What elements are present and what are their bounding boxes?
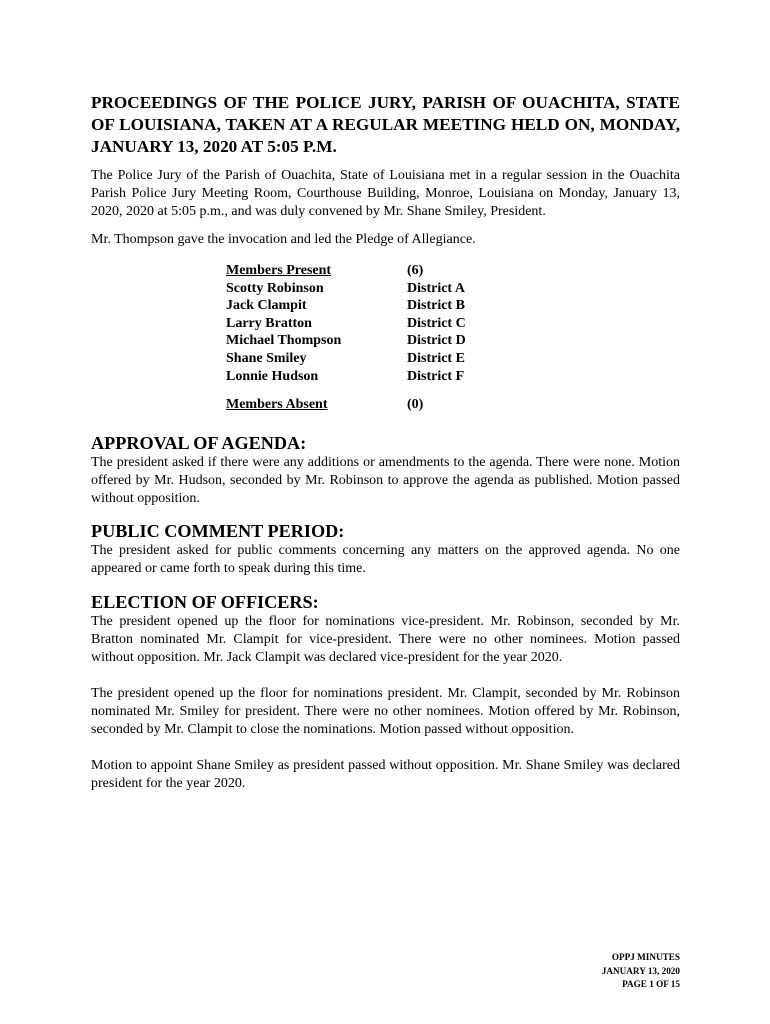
election-paragraph-2: The president opened up the floor for nominations president. Mr. Clampit, seconded by Mr. Robinson nominated Mr. Smiley for president. There were no other nominees. Motion offered by Mr. Robinson, seconded by Mr. Clampit to close the nominations. Motion passed without opposition. [91,686,680,737]
intro-paragraph: The Police Jury of the Parish of Ouachita, State of Louisiana met in a regular session in the Ouachita Parish Police Jury Meeting Room, Courthouse Building, Monroe, Louisiana on Monday, January 13, 2020, 2020 at 5:05 p.m., and was duly convened by Mr. Shane Smiley, President. [91,168,680,219]
members-present-label: Members Present [226,263,332,278]
footer-page-number: PAGE 1 OF 15 [622,979,680,989]
member-district: District C [407,315,466,331]
member-district: District D [407,333,466,349]
page-footer [602,951,680,992]
agenda-heading: APPROVAL OF AGENDA: [91,433,307,453]
document-title: PROCEEDINGS OF THE POLICE JURY, PARISH OF OUACHITA, STATE OF LOUISIANA, TAKEN AT A REGULAR MEETING HELD ON, MONDAY, JANUARY 13, 2020 AT 5:05 P.M. [91,93,680,156]
members-absent-count: (0) [407,397,424,412]
public-comment-paragraph: The president asked for public comments concerning any matters on the approved agenda. No one appeared or came forth to speak during this time. [91,543,680,576]
member-name: Scotty Robinson [226,280,324,296]
election-paragraph-1: The president opened up the floor for nominations vice-president. Mr. Robinson, seconded by Mr. Bratton nominated Mr. Clampit for vice-president. There were no other nominees. Motion passed without opposition. Mr. Jack Clampit was declared vice-president for the year 2020. [91,614,680,665]
member-name: Shane Smiley [226,350,307,366]
members-districts-column [407,262,517,385]
member-district: District E [407,350,465,366]
members-absent-label: Members Absent [226,397,328,412]
member-district: District B [407,298,465,314]
election-paragraph-3: Motion to appoint Shane Smiley as president passed without opposition. Mr. Shane Smiley was declared president for the year 2020. [91,758,680,791]
members-names-column [226,262,406,385]
footer-minutes-label: OPPJ MINUTES [611,952,680,962]
members-present-count: (6) [407,263,424,278]
document-page [91,92,680,793]
invocation-paragraph: Mr. Thompson gave the invocation and led the Pledge of Allegiance. [91,232,476,247]
member-name: Jack Clampit [226,298,307,314]
member-district: District F [407,368,465,384]
member-name: Michael Thompson [226,333,342,349]
public-comment-heading: PUBLIC COMMENT PERIOD: [91,521,345,541]
member-name: Lonnie Hudson [226,368,319,384]
election-heading: ELECTION OF OFFICERS: [91,592,319,612]
member-district: District A [407,280,465,296]
member-name: Larry Bratton [226,315,312,331]
members-table [226,262,526,432]
footer-date: JANUARY 13, 2020 [601,965,680,976]
agenda-paragraph: The president asked if there were any additions or amendments to the agenda. There were none. Motion offered by Mr. Hudson, seconded by Mr. Robinson to approve the agenda as published. Motion passed without opposition. [91,455,680,506]
